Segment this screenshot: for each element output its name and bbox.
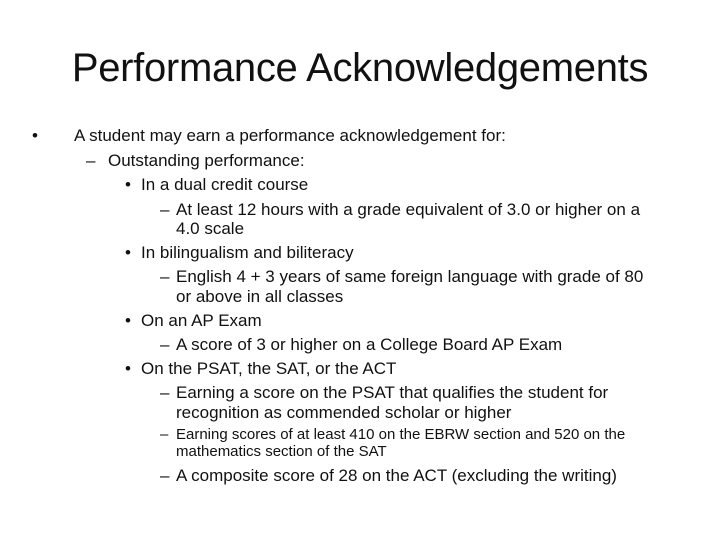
bullet-text: In a dual credit course — [141, 175, 309, 194]
bullet-text: A student may earn a performance acknowledgement for: — [74, 126, 506, 145]
bullet-marker: • — [125, 359, 131, 378]
slide-title: Performance Acknowledgements — [71, 46, 649, 90]
bullet-marker: – — [160, 200, 170, 219]
bullet-text: In bilingualism and biliteracy — [141, 243, 354, 262]
bullet-text: At least 12 hours with a grade equivalent of 3.0 or higher on a — [176, 200, 641, 219]
bullet-text: Earning scores of at least 410 on the EBRW section and 520 on the — [176, 426, 626, 443]
bullet-text: On the PSAT, the SAT, or the ACT — [141, 359, 397, 378]
bullet-text: Outstanding performance: — [108, 151, 305, 170]
bullet-text: On an AP Exam — [141, 311, 262, 330]
bullet-text: A composite score of 28 on the ACT (excluding the writing) — [176, 466, 617, 485]
bullet-marker: – — [160, 267, 170, 286]
bullet-text-continued: recognition as commended scholar or higher — [176, 403, 512, 422]
bullet-text: English 4 + 3 years of same foreign language with grade of 80 — [176, 267, 644, 286]
bullet-marker: – — [160, 466, 170, 485]
bullet-text: A score of 3 or higher on a College Board AP Exam — [176, 335, 563, 354]
bullet-text-continued: 4.0 scale — [176, 219, 245, 238]
bullet-text-continued: mathematics section of the SAT — [176, 443, 387, 460]
bullet-marker: – — [86, 151, 96, 170]
bullet-marker: – — [160, 383, 170, 402]
bullet-marker: – — [160, 426, 169, 443]
bullet-marker: – — [160, 335, 170, 354]
bullet-marker: • — [125, 243, 131, 262]
bullet-marker: • — [125, 175, 131, 194]
bullet-text-continued: or above in all classes — [176, 287, 344, 306]
bullet-marker: • — [32, 126, 38, 145]
bullet-marker: • — [125, 311, 131, 330]
bullet-text: Earning a score on the PSAT that qualifies the student for — [176, 383, 609, 402]
